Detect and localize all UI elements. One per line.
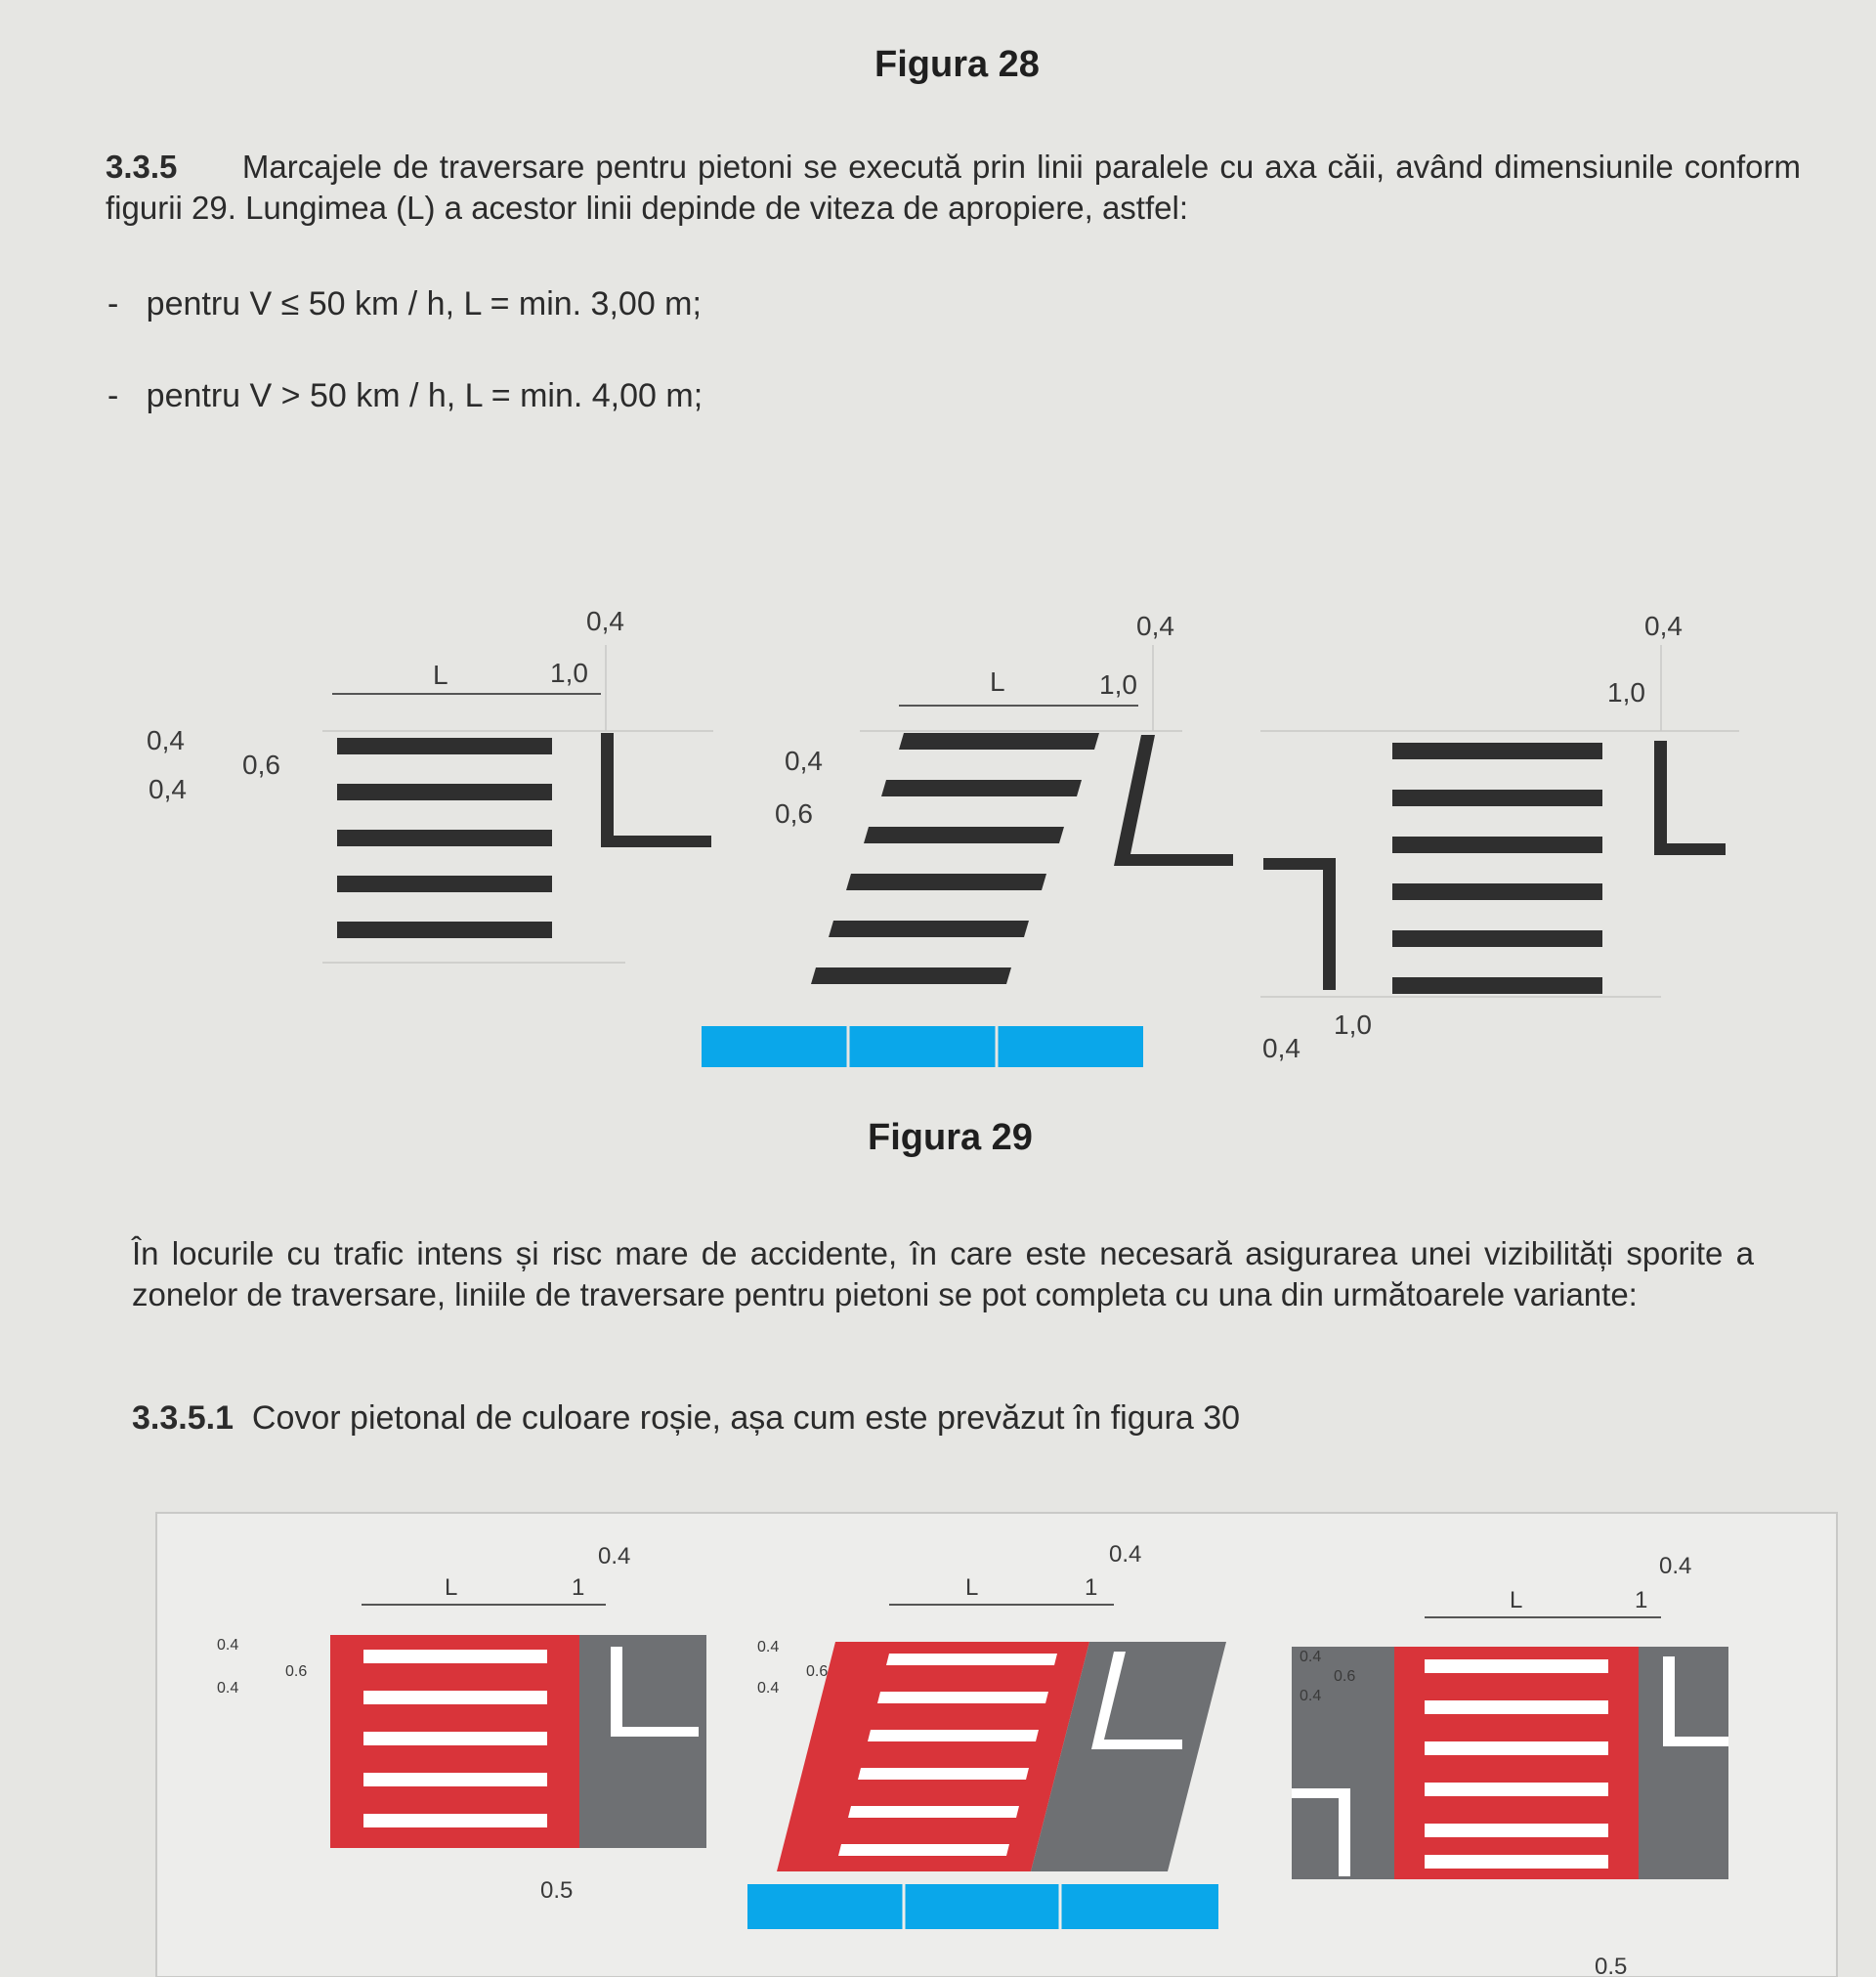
stop-line-marking [1654, 741, 1726, 855]
bullet-text: pentru V ≤ 50 km / h, L = min. 3,00 m; [146, 285, 702, 322]
stripe [1425, 1741, 1608, 1755]
stripe [337, 830, 552, 846]
dim-label: 0.4 [757, 1680, 780, 1697]
stripe [1392, 930, 1602, 947]
dim-label: 0.5 [1595, 1954, 1628, 1977]
stripe [337, 922, 552, 938]
section-number: 3.3.5.1 [132, 1399, 234, 1437]
dim-label: L [445, 1574, 458, 1601]
redaction-block [702, 1026, 1143, 1067]
red-crossing-straight [330, 1635, 706, 1848]
dim-label: 0.5 [540, 1877, 574, 1904]
stop-line-marking [1263, 858, 1336, 990]
dim-label: L [433, 660, 448, 690]
dim-label: 1 [1635, 1587, 1648, 1613]
figure-30-diagram [0, 1505, 1876, 1977]
stripe [363, 1732, 547, 1745]
dim-label: 0,6 [242, 750, 280, 780]
intense-traffic-paragraph: În locurile cu trafic intens și risc mare de accidente, în care este necesară asigurarea unei vizibilități sporite a zonelor de traversare, liniile de traversare pentru pietoni se pot completa cu una din următoarele variante: [132, 1235, 1754, 1312]
dim-label: L [965, 1574, 979, 1601]
stripe [363, 1691, 547, 1704]
dim-label: 1,0 [1607, 677, 1645, 708]
dim-label: L [990, 666, 1005, 697]
dim-label: 1,0 [550, 658, 588, 688]
bullet-dash: - [107, 285, 119, 322]
stripe [1392, 790, 1602, 806]
stripe [1392, 837, 1602, 853]
stripe [1392, 883, 1602, 900]
stripe [1392, 743, 1602, 759]
road-surface [1639, 1647, 1728, 1879]
stripe [846, 874, 1046, 890]
dim-label: 0.4 [217, 1680, 239, 1697]
stripe [877, 1692, 1048, 1703]
stripe [1425, 1824, 1608, 1837]
dim-label: 0.4 [598, 1543, 631, 1569]
dim-label: L [1510, 1587, 1523, 1613]
dim-label: 0,4 [785, 746, 823, 776]
figure-29-diagram [0, 586, 1876, 1095]
stripe [1392, 977, 1602, 994]
road-surface [579, 1635, 706, 1848]
dim-label: 0.4 [1659, 1553, 1692, 1579]
dim-label: 0.4 [1300, 1688, 1322, 1704]
red-carpet [1394, 1647, 1639, 1879]
stripe [363, 1650, 547, 1663]
stripe [1425, 1783, 1608, 1796]
stripe [811, 967, 1011, 984]
stripe [1425, 1659, 1608, 1673]
dim-label: 0.4 [217, 1637, 239, 1654]
figure-28-caption: Figura 28 [874, 44, 1040, 85]
dim-label: 0.4 [1109, 1541, 1142, 1568]
stop-line-marking [601, 733, 711, 847]
stripe [337, 876, 552, 892]
dim-label: 1,0 [1334, 1010, 1372, 1040]
dim-label: 1,0 [1099, 669, 1137, 700]
stripe [829, 921, 1029, 937]
stripe [881, 780, 1082, 796]
redaction-bar [702, 1026, 1143, 1067]
section-335-paragraph [106, 147, 1801, 229]
bullet-dash: - [107, 377, 119, 414]
dim-label: 0,4 [149, 774, 187, 804]
dim-label: 0,4 [1136, 611, 1174, 641]
redaction-bar [747, 1884, 1218, 1929]
dim-label: 0.4 [1300, 1649, 1322, 1665]
dim-label: 0.6 [1334, 1668, 1356, 1685]
stripe [886, 1654, 1057, 1665]
dim-label: 0,6 [775, 798, 813, 829]
crossing-staggered [1263, 741, 1726, 994]
stop-line-marking [1114, 735, 1233, 866]
section-text: Covor pietonal de culoare roșie, așa cum este prevăzut în figura 30 [251, 1399, 1241, 1437]
dim-label: 1 [1085, 1574, 1098, 1601]
bullet-item-2 [107, 377, 703, 415]
redaction-block [747, 1884, 1218, 1929]
section-text: Marcajele de traversare pentru pietoni se execută prin linii paralele cu axa căii, având dimensiunile conform figurii 29. Lungimea (L) a acestor linii depinde de viteza de apropiere, astfel: [106, 149, 1801, 226]
dim-label: 0.4 [757, 1639, 780, 1655]
stripe [337, 738, 552, 754]
dim-label: 0,4 [1644, 611, 1683, 641]
crossing-skewed [811, 733, 1233, 984]
section-number: 3.3.5 [106, 149, 178, 185]
stripe [363, 1773, 547, 1786]
section-3351 [132, 1399, 1240, 1438]
dim-label: 0.6 [285, 1663, 308, 1680]
stripe [1425, 1855, 1608, 1869]
dim-label: 1 [572, 1574, 585, 1601]
dim-label: 0,4 [147, 725, 185, 755]
stripe [864, 827, 1064, 843]
stripe [337, 784, 552, 800]
dim-label: 0,4 [586, 606, 624, 636]
stripe [848, 1806, 1019, 1818]
red-crossing-skewed [777, 1642, 1226, 1871]
stripe [868, 1730, 1039, 1741]
crossing-straight [337, 733, 711, 938]
stripe [838, 1844, 1009, 1856]
bullet-text: pentru V > 50 km / h, L = min. 4,00 m; [146, 377, 704, 414]
stripe [899, 733, 1099, 750]
stripe [858, 1768, 1029, 1780]
red-crossing-staggered [1292, 1647, 1728, 1879]
dim-label: 0,4 [1262, 1033, 1300, 1063]
stripe [1425, 1700, 1608, 1714]
figure-29-caption: Figura 29 [868, 1117, 1033, 1158]
stripe [363, 1814, 547, 1827]
dim-label: 0.6 [806, 1663, 829, 1680]
bullet-item-1 [107, 285, 702, 323]
